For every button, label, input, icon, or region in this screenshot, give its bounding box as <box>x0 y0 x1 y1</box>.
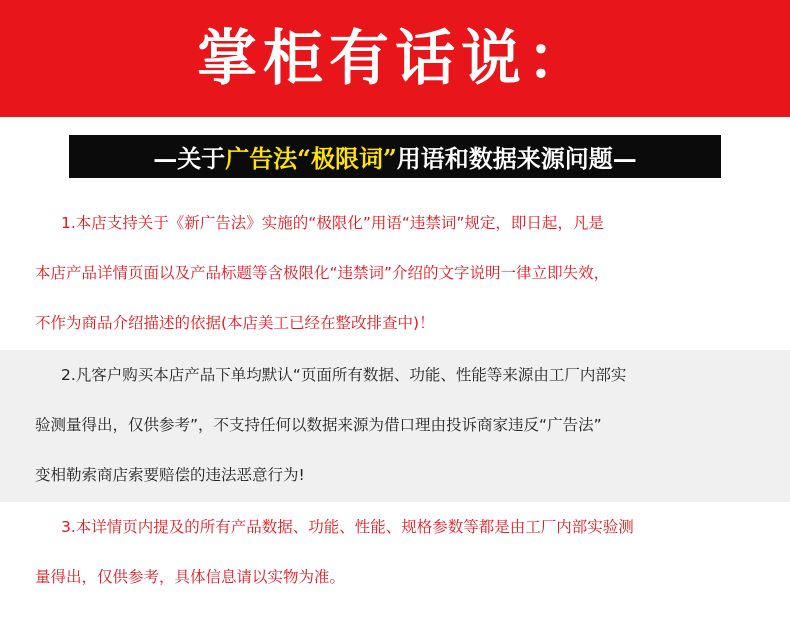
page-title: 掌柜有话说： <box>197 23 593 94</box>
notice-1-line-1: 1.本店支持关于《新广告法》实施的“极限化”用语“违禁词”规定，即日起，凡是 <box>61 214 604 232</box>
notice-3-line-2: 量得出，仅供参考，具体信息请以实物为准。 <box>35 568 346 586</box>
notice-2-line-1: 2.凡客户购买本店产品下单均默认“页面所有数据、功能、性能等来源由工厂内部实 <box>61 366 627 384</box>
notice-1 <box>0 198 790 350</box>
notice-1-line-3: 不作为商品介绍描述的依据(本店美工已经在整改排查中)！ <box>35 314 435 332</box>
notice-2-line-3: 变相勒索商店索要赔偿的违法恶意行为! <box>35 466 305 484</box>
notice-3-line-1: 3.本详情页内提及的所有产品数据、功能、性能、规格参数等都是由工厂内部实验测 <box>61 518 634 536</box>
header-banner <box>0 0 790 117</box>
notice-3 <box>0 502 790 617</box>
subtitle-bar <box>69 135 721 178</box>
notice-2 <box>0 350 790 502</box>
subtitle-prefix: —关于 <box>153 144 226 173</box>
notice-2-line-2: 验测量得出，仅供参考”，不支持任何以数据来源为借口理由投诉商家违反“广告法” <box>35 416 602 434</box>
subtitle-highlight: 广告法“极限词” <box>225 144 397 173</box>
subtitle-suffix: 用语和数据来源问题— <box>396 144 637 173</box>
notice-1-line-2: 本店产品详情页面以及产品标题等含极限化“违禁词”介绍的文字说明一律立即失效， <box>35 264 610 282</box>
